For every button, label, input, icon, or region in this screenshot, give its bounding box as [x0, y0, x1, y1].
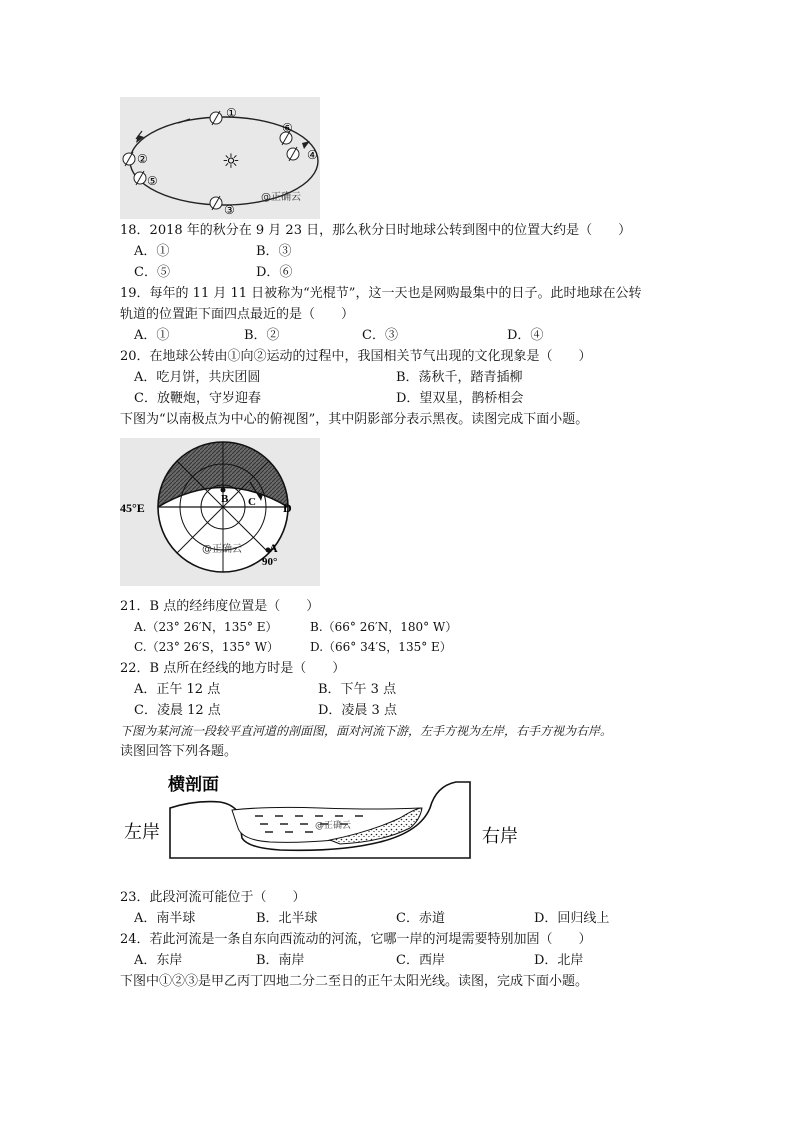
q22-option-c: C．凌晨 12 点: [134, 703, 221, 718]
earth-position-5: [134, 171, 146, 185]
label-4: ④: [307, 148, 318, 162]
q18-option-a: A．①: [134, 244, 170, 259]
sun-icon: ☼: [222, 149, 240, 173]
q22-option-a: A．正午 12 点: [134, 682, 221, 697]
q24-stem: 24．若此河流是一条自东向西流动的河流，它哪一岸的河堤需要特别加固（ ）: [120, 932, 592, 947]
q23-stem: 23．此段河流可能位于（ ）: [120, 890, 306, 905]
q20-option-b: B．荡秋千，踏青插柳: [396, 370, 523, 385]
q24-option-c: C．西岸: [396, 953, 445, 968]
q20-option-c: C．放鞭炮，守岁迎春: [134, 391, 261, 406]
q19-option-a: A．①: [134, 328, 170, 343]
earth-position-1: [210, 111, 222, 125]
label-c: C: [248, 496, 256, 508]
q19-option-b: B．②: [244, 328, 280, 343]
q18-stem: 18．2018 年的秋分在 9 月 23 日，那么秋分日时地球公转到图中的位置大约是（ ）: [120, 223, 632, 238]
intro-4: 下图中①②③是甲乙丙丁四地二分二至日的正午太阳光线。读图，完成下面小题。: [120, 974, 589, 989]
label-3: ③: [224, 203, 235, 217]
q18-option-c: C．⑤: [134, 265, 170, 280]
q24-option-d: D．北岸: [534, 953, 584, 968]
watermark: @正确云: [315, 821, 352, 831]
q20-option-d: D．望双星，鹊桥相会: [396, 391, 524, 406]
q22-option-d: D．凌晨 3 点: [318, 703, 397, 718]
q23-option-b: B．北半球: [256, 911, 318, 926]
q21-option-b: B.（66° 26′N，180° W）: [310, 620, 458, 634]
label-a: A: [269, 541, 278, 555]
q23-option-a: A．南半球: [134, 911, 196, 926]
q23-option-d: D．回归线上: [534, 911, 610, 926]
watermark: @正确云: [202, 544, 242, 555]
label-45e: 45°E: [120, 501, 145, 515]
intro-3-line-1: 下图为某河流一段较平直河道的剖面图，面对河流下游，左手方视为左岸，右手方视为右岸。: [120, 724, 613, 738]
q21-stem: 21．B 点的经纬度位置是（ ）: [120, 599, 320, 614]
q19-option-d: D．④: [507, 328, 544, 343]
right-bank-label: 右岸: [482, 826, 518, 847]
q18-option-b: B．③: [256, 244, 292, 259]
label-6: ⑥: [282, 121, 293, 135]
orbit-figure: [120, 97, 320, 219]
label-5: ⑤: [147, 174, 158, 188]
q24-option-a: A．东岸: [134, 953, 183, 968]
intro-2: 下图为“以南极点为中心的俯视图”，其中阴影部分表示黑夜。读图完成下面小题。: [120, 412, 589, 427]
label-d: D: [283, 501, 292, 515]
q23-option-c: C．赤道: [396, 911, 445, 926]
intro-3-line-2: 读图回答下列各题。: [120, 744, 238, 759]
q24-option-b: B．南岸: [256, 953, 305, 968]
label-90: 90°: [262, 556, 278, 568]
south-pole-figure: [120, 438, 320, 586]
label-2: ②: [137, 152, 148, 166]
q21-option-a: A.（23° 26′N，135° E）: [134, 620, 278, 634]
label-b: B: [221, 493, 229, 505]
q21-option-c: C.（23° 26′S，135° W）: [134, 640, 279, 654]
q19-stem-1: 19．每年的 11 月 11 日被称为“光棍节”，这一天也是网购最集中的日子。此时地球在公转: [120, 286, 642, 301]
q20-option-a: A．吃月饼，共庆团圆: [134, 370, 261, 385]
river-cross-section-figure: [120, 768, 530, 872]
q19-option-c: C．③: [362, 328, 398, 343]
q20-stem: 20．在地球公转由①向②运动的过程中，我国相关节气出现的文化现象是（ ）: [120, 349, 592, 364]
q22-option-b: B．下午 3 点: [318, 682, 397, 697]
earth-position-3: [210, 196, 222, 210]
q21-option-d: D.（66° 34′S，135° E）: [310, 640, 452, 654]
q19-stem-2: 轨道的位置距下面四点最近的是（ ）: [120, 307, 355, 322]
left-bank-label: 左岸: [124, 822, 160, 843]
figure-title: 横剖面: [168, 775, 219, 795]
q18-option-d: D．⑥: [256, 265, 293, 280]
watermark: @正确云: [261, 192, 301, 203]
label-1: ①: [226, 106, 237, 120]
earth-position-2: [123, 152, 135, 166]
q22-stem: 22．B 点所在经线的地方时是（ ）: [120, 661, 346, 676]
earth-position-4: [287, 147, 299, 161]
